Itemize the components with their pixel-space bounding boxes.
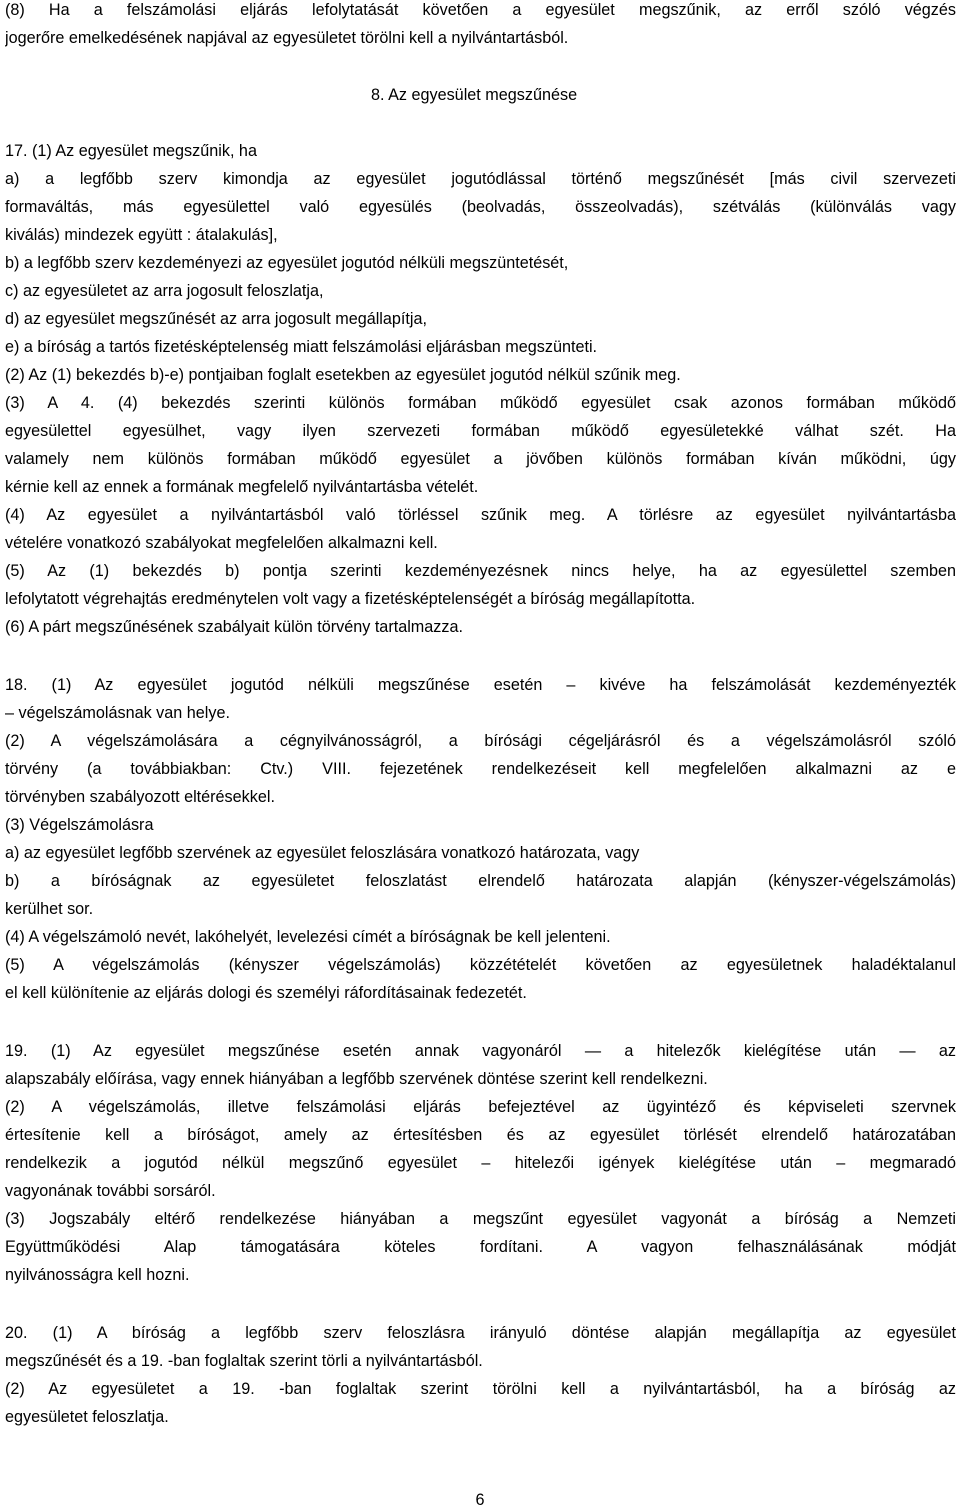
paragraph-line: kérnie kell az ennek a formának megfelelő nyilvántartásba vételét. (5, 478, 479, 496)
paragraph-line: (6) A párt megszűnésének szabályait külön törvény tartalmazza. (5, 618, 463, 636)
paragraph-line: lefolytatott végrehajtás eredménytelen volt vagy a fizetésképtelenségét a bíróság megállapította. (5, 590, 696, 608)
paragraph-line: egyesületet feloszlatja. (5, 1408, 169, 1426)
paragraph-line: nyilvánosságra kell hozni. (5, 1266, 190, 1284)
paragraph-line: (2) A végelszámolás, illetve felszámolási eljárás befejeztével az ügyintéző és képviseleti szervnek (5, 1098, 956, 1116)
paragraph-line: 20. (1) A bíróság a legfőbb szerv feloszlásra irányuló döntése alapján megállapítja az egyesület (5, 1324, 956, 1342)
paragraph-line: (3) A 4. (4) bekezdés szerinti különös formában működő egyesület csak azonos formában működő (5, 394, 956, 412)
paragraph-line: el kell különítenie az eljárás dologi és személyi ráfordításainak fedezetét. (5, 984, 527, 1002)
paragraph-line: jogerőre emelkedésének napjával az egyesületet törölni kell a nyilvántartásból. (5, 29, 569, 47)
paragraph-line: kiválás) mindezek együtt : átalakulás], (5, 226, 278, 244)
paragraph-line: (4) A végelszámoló nevét, lakóhelyét, levelezési címét a bíróságnak be kell jelenteni. (5, 928, 611, 946)
paragraph-line: értesítenie kell a bíróságot, amely az értesítésben és az egyesület törlését elrendelő határozatában (5, 1126, 956, 1144)
paragraph-line: (2) A végelszámolására a cégnyilvánosságról, a bírósági cégeljárásról és a végelszámolásról szóló (5, 732, 956, 750)
paragraph-line: a) a legfőbb szerv kimondja az egyesület jogutódlással történő megszűnését [más civil szervezeti (5, 170, 956, 188)
paragraph-line: e) a bíróság a tartós fizetésképtelenség miatt felszámolási eljárásban megszünteti. (5, 338, 598, 356)
paragraph-line: d) az egyesület megszűnését az arra jogosult megállapítja, (5, 310, 428, 328)
paragraph-line: valamely nem különös formában működő egyesület a jövőben különös formában kíván működni, úgy (5, 450, 956, 468)
paragraph-line: 19. (1) Az egyesület megszűnése esetén annak vagyonáról — a hitelezők kielégítése után — az (5, 1042, 956, 1060)
paragraph-line: c) az egyesületet az arra jogosult feloszlatja, (5, 282, 324, 300)
section-heading: 8. Az egyesület megszűnése (371, 86, 578, 104)
page-number: 6 (475, 1491, 485, 1509)
paragraph-line: vételére vonatkozó szabályokat megfelelően alkalmazni kell. (5, 534, 438, 552)
paragraph-line: vagyonának további sorsáról. (5, 1182, 216, 1200)
paragraph-line: (4) Az egyesület a nyilvántartásból való törléssel szűnik meg. A törlésre az egyesület nyilvántartásba (5, 506, 956, 524)
paragraph-line: (3) Jogszabály eltérő rendelkezése hiányában a megszűnt egyesület vagyonát a bíróság a Nemzeti (5, 1210, 956, 1228)
paragraph-line: (3) Végelszámolásra (5, 816, 154, 834)
paragraph-line: törvényben szabályozott eltérésekkel. (5, 788, 275, 806)
paragraph-line: (2) Az (1) bekezdés b)-e) pontjaiban foglalt esetekben az egyesület jogutód nélkül szűnik meg. (5, 366, 681, 384)
paragraph-line: (5) A végelszámolás (kényszer végelszámolás) közzétételét követően az egyesületnek haladéktalanul (5, 956, 956, 974)
paragraph-line: rendelkezik a jogutód nélkül megszűnő egyesület – hitelezői igények kielégítése után – megmaradó (5, 1154, 956, 1172)
paragraph-line: (2) Az egyesületet a 19. -ban foglaltak szerint törölni kell a nyilvántartásból, ha a bíróság az (5, 1380, 956, 1398)
paragraph-line: – végelszámolásnak van helye. (5, 704, 230, 722)
paragraph-line: törvény (a továbbiakban: Ctv.) VIII. fejezetének rendelkezéseit kell megfelelően alkalmazni az e (5, 760, 956, 778)
paragraph-line: Együttműködési Alap támogatására köteles fordítani. A vagyon felhasználásának módját (5, 1238, 956, 1256)
paragraph-line: (5) Az (1) bekezdés b) pontja szerinti kezdeményezésnek nincs helye, ha az egyesülettel szemben (5, 562, 956, 580)
paragraph-line: formaváltás, más egyesülettel való egyesülés (beolvadás, összeolvadás), szétválás (különválás vagy (5, 198, 956, 216)
paragraph-line: 18. (1) Az egyesület jogutód nélküli megszűnése esetén – kivéve ha felszámolását kezdeményezték (5, 676, 956, 694)
paragraph-line: (8) Ha a felszámolási eljárás lefolytatását követően a egyesület megszűnik, az erről szóló végzés (5, 1, 956, 19)
paragraph-line: megszűnését és a 19. -ban foglaltak szerint törli a nyilvántartásból. (5, 1352, 483, 1370)
paragraph-line: b) a bíróságnak az egyesületet feloszlatást elrendelő határozata alapján (kényszer-végelszámolás) (5, 872, 956, 890)
paragraph-line: kerülhet sor. (5, 900, 94, 918)
paragraph-line: b) a legfőbb szerv kezdeményezi az egyesület jogutód nélküli megszüntetését, (5, 254, 569, 272)
paragraph-line: 17. (1) Az egyesület megszűnik, ha (5, 142, 257, 160)
paragraph-line: egyesülettel egyesülhet, vagy ilyen szervezeti formában működő egyesületekké válhat szét. Ha (5, 422, 956, 440)
paragraph-line: a) az egyesület legfőbb szervének az egyesület feloszlására vonatkozó határozata, vagy (5, 844, 640, 862)
paragraph-line: alapszabály előírása, vagy ennek hiányában a legfőbb szervének döntése szerint kell rendelkezni. (5, 1070, 708, 1088)
